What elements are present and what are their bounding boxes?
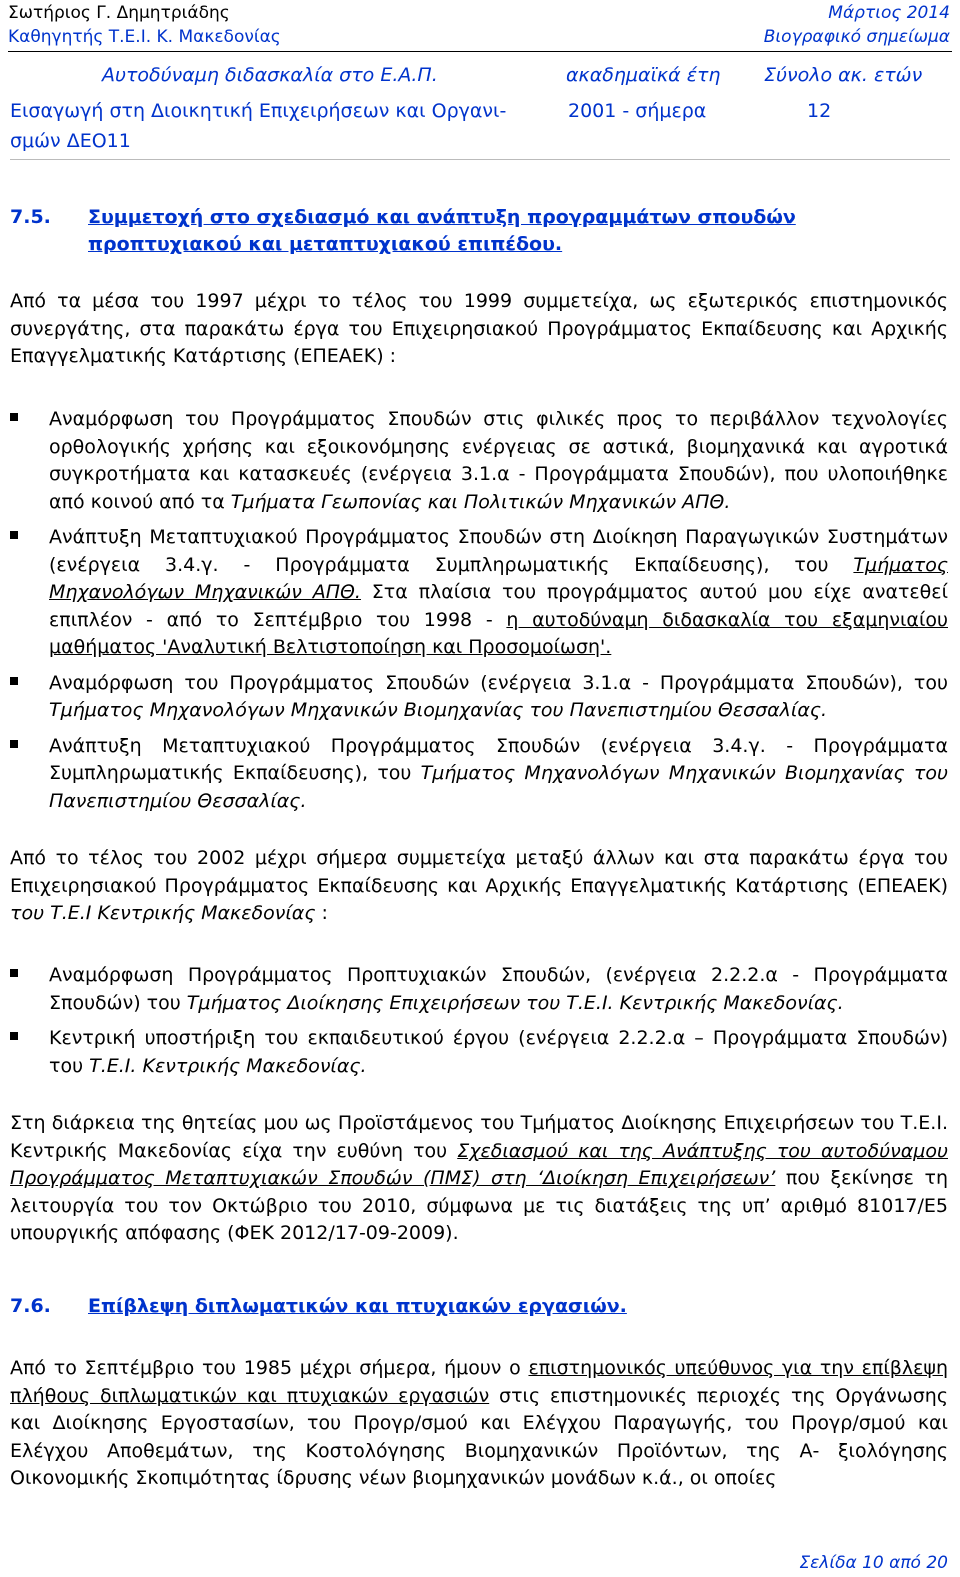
page-number: Σελίδα 10 από 20 — [799, 1553, 948, 1573]
supervision-paragraph: Από το Σεπτέμβριο του 1985 μέχρι σήμερα, ήμουν ο επιστημονικός υπεύθυνος για την επίβλεψη πλήθους διπλωματικών και πτυχιακών εργασιών στις επιστημονικές περιοχές της Οργάνωσης και Διοίκησης Εργοστασίων, του Προγρ/σμού και Ελέγχου Παραγωγής, του Προγρ/σμού και Ελέγχου Αποθεμάτων, της Κοστολόγησης Βιομηχανικών Προϊόντων, της Α- ξιολόγησης Οικονομικής Σκοπιμότητας ίδρυσης νέων βιομηχανικών μονάδων κ.ά., οι οποίες — [10, 1357, 948, 1489]
header-doc-type: Βιογραφικό σημείωμα — [763, 27, 950, 47]
intro-paragraph: Από τα μέσα του 1997 μέχρι το τέλος του 1999 συμμετείχα, ως εξωτερικός επιστημονικός συνεργάτης, στα παρακάτω έργα του Επιχειρησιακού Προγράμματος Εκπαίδευσης και Αρχικής Επαγγελματικής Κατάρτισης (ΕΠΕΑΕΚ) : — [10, 290, 948, 367]
table-cell-years: 2001 - σήμερα — [568, 100, 707, 122]
table-cell-total: 12 — [807, 100, 832, 122]
list-item: Ανάπτυξη Μεταπτυχιακού Προγράμματος Σπουδών στη Διοίκηση Παραγωγικών Συστημάτων (ενέργεια 3.4.γ. - Προγράμματα Συμπληρωματικής Εκπαίδευσης), του Τμήματος Μηχανολόγων Μηχανικών ΑΠΘ. Στα πλαίσια του προγράμματος αυτού μου είχε ανατεθεί επιπλέον - από το Σεπτέμβριο του 1998 - η αυτοδύναμη διδασκαλία του εξαμηνιαίου μαθήματος 'Αναλυτική Βελτιστοποίηση και Προσομοίωση'. — [10, 524, 948, 662]
square-bullet-icon — [10, 413, 18, 421]
author-name: Σωτήριος Γ. Δημητριάδης — [8, 3, 230, 23]
table-cell-course — [10, 96, 530, 156]
list-item: Ανάπτυξη Μεταπτυχιακού Προγράμματος Σπουδών (ενέργεια 3.4.γ. - Προγράμματα Συμπληρωματικής Εκπαίδευσης), του Τμήματος Μηχανολόγων Μηχανικών Βιομηχανίας του Πανεπιστημίου Θεσσαλίας. — [10, 733, 948, 816]
teaching-table — [10, 63, 950, 161]
section-number: 7.5. — [10, 206, 51, 228]
square-bullet-icon — [10, 969, 18, 977]
header-divider — [8, 51, 952, 52]
author-position: Καθηγητής Τ.Ε.Ι. Κ. Μακεδονίας — [8, 27, 281, 47]
section-title: Συμμετοχή στο σχεδιασμό και ανάπτυξη προγραμμάτων σπουδών προπτυχιακού και μεταπτυχιακού επιπέδου. — [88, 206, 796, 255]
table-divider — [10, 159, 950, 160]
square-bullet-icon — [10, 531, 18, 539]
square-bullet-icon — [10, 677, 18, 685]
table-header-course: Αυτοδύναμη διδασκαλία στο Ε.Α.Π. — [102, 64, 438, 86]
course-line-1: Εισαγωγή στη Διοικητική Επιχειρήσεων και Οργανι- — [10, 100, 507, 122]
square-bullet-icon — [10, 740, 18, 748]
list-item: Αναμόρφωση του Προγράμματος Σπουδών (ενέργεια 3.1.α - Προγράμματα Σπουδών), του Τμήματος Μηχανολόγων Μηχανικών Βιομηχανίας του Πανεπιστημίου Θεσσαλίας. — [10, 670, 948, 725]
page-header — [0, 0, 960, 52]
section-title: Επίβλεψη διπλωματικών και πτυχιακών εργασιών. — [88, 1295, 627, 1317]
header-date: Μάρτιος 2014 — [828, 3, 950, 23]
list-item: Αναμόρφωση του Προγράμματος Σπουδών στις φιλικές προς το περιβάλλον τεχνολογίες ορθολογικής χρήσης και εξοικονόμησης ενέργειας σε αστικά, βιομηχανικά και αγροτικά συγκροτήματα και κατασκευές (ενέργεια 3.1.α - Προγράμματα Σπουδών), που υλοποιήθηκε από κοινού από τα Τμήματα Γεωπονίας και Πολιτικών Μηχανικών ΑΠΘ. — [10, 406, 948, 516]
msc-program-paragraph: Στη διάρκεια της θητείας μου ως Προϊστάμενος του Τμήματος Διοίκησης Επιχειρήσεων του Τ.Ε.Ι. Κεντρικής Μακεδονίας είχα την ευθύνη του Σχεδιασμού και της Ανάπτυξης του αυτοδύναμου Προγράμματος Μεταπτυχιακών Σπουδών (ΠΜΣ) στη ‘Διοίκηση Επιχειρήσεων’ που ξεκίνησε τη λειτουργία του τον Οκτώβριο του 2010, σύμφωνα με τις διατάξεις της υπ’ αριθμό 81017/Ε5 υπουργικής απόφασης (ΦΕΚ 2012/17-09-2009). — [10, 1112, 948, 1244]
list-item: Κεντρική υποστήριξη του εκπαιδευτικού έργου (ενέργεια 2.2.2.α – Προγράμματα Σπουδών) του Τ.Ε.Ι. Κεντρικής Μακεδονίας. — [10, 1025, 948, 1080]
square-bullet-icon — [10, 1032, 18, 1040]
table-header-years: ακαδημαϊκά έτη — [566, 64, 721, 86]
epeaek-projects-list — [10, 406, 948, 815]
tei-projects-list — [10, 962, 948, 1080]
section-number: 7.6. — [10, 1295, 51, 1317]
table-header-total: Σύνολο ακ. ετών — [764, 64, 923, 86]
course-line-2: σμών ΔΕΟ11 — [10, 130, 131, 152]
list-item: Αναμόρφωση Προγράμματος Προπτυχιακών Σπουδών, (ενέργεια 2.2.2.α - Προγράμματα Σπουδών) του Τμήματος Διοίκησης Επιχειρήσεων του Τ.Ε.Ι. Κεντρικής Μακεδονίας. — [10, 962, 948, 1017]
tei-projects-paragraph: Από το τέλος του 2002 μέχρι σήμερα συμμετείχα μεταξύ άλλων και στα παρακάτω έργα του Επιχειρησιακού Προγράμματος Εκπαίδευσης και Αρχικής Επαγγελματικής Κατάρτισης (ΕΠΕΑΕΚ) του Τ.Ε.Ι Κεντρικής Μακεδονίας : — [10, 847, 948, 924]
